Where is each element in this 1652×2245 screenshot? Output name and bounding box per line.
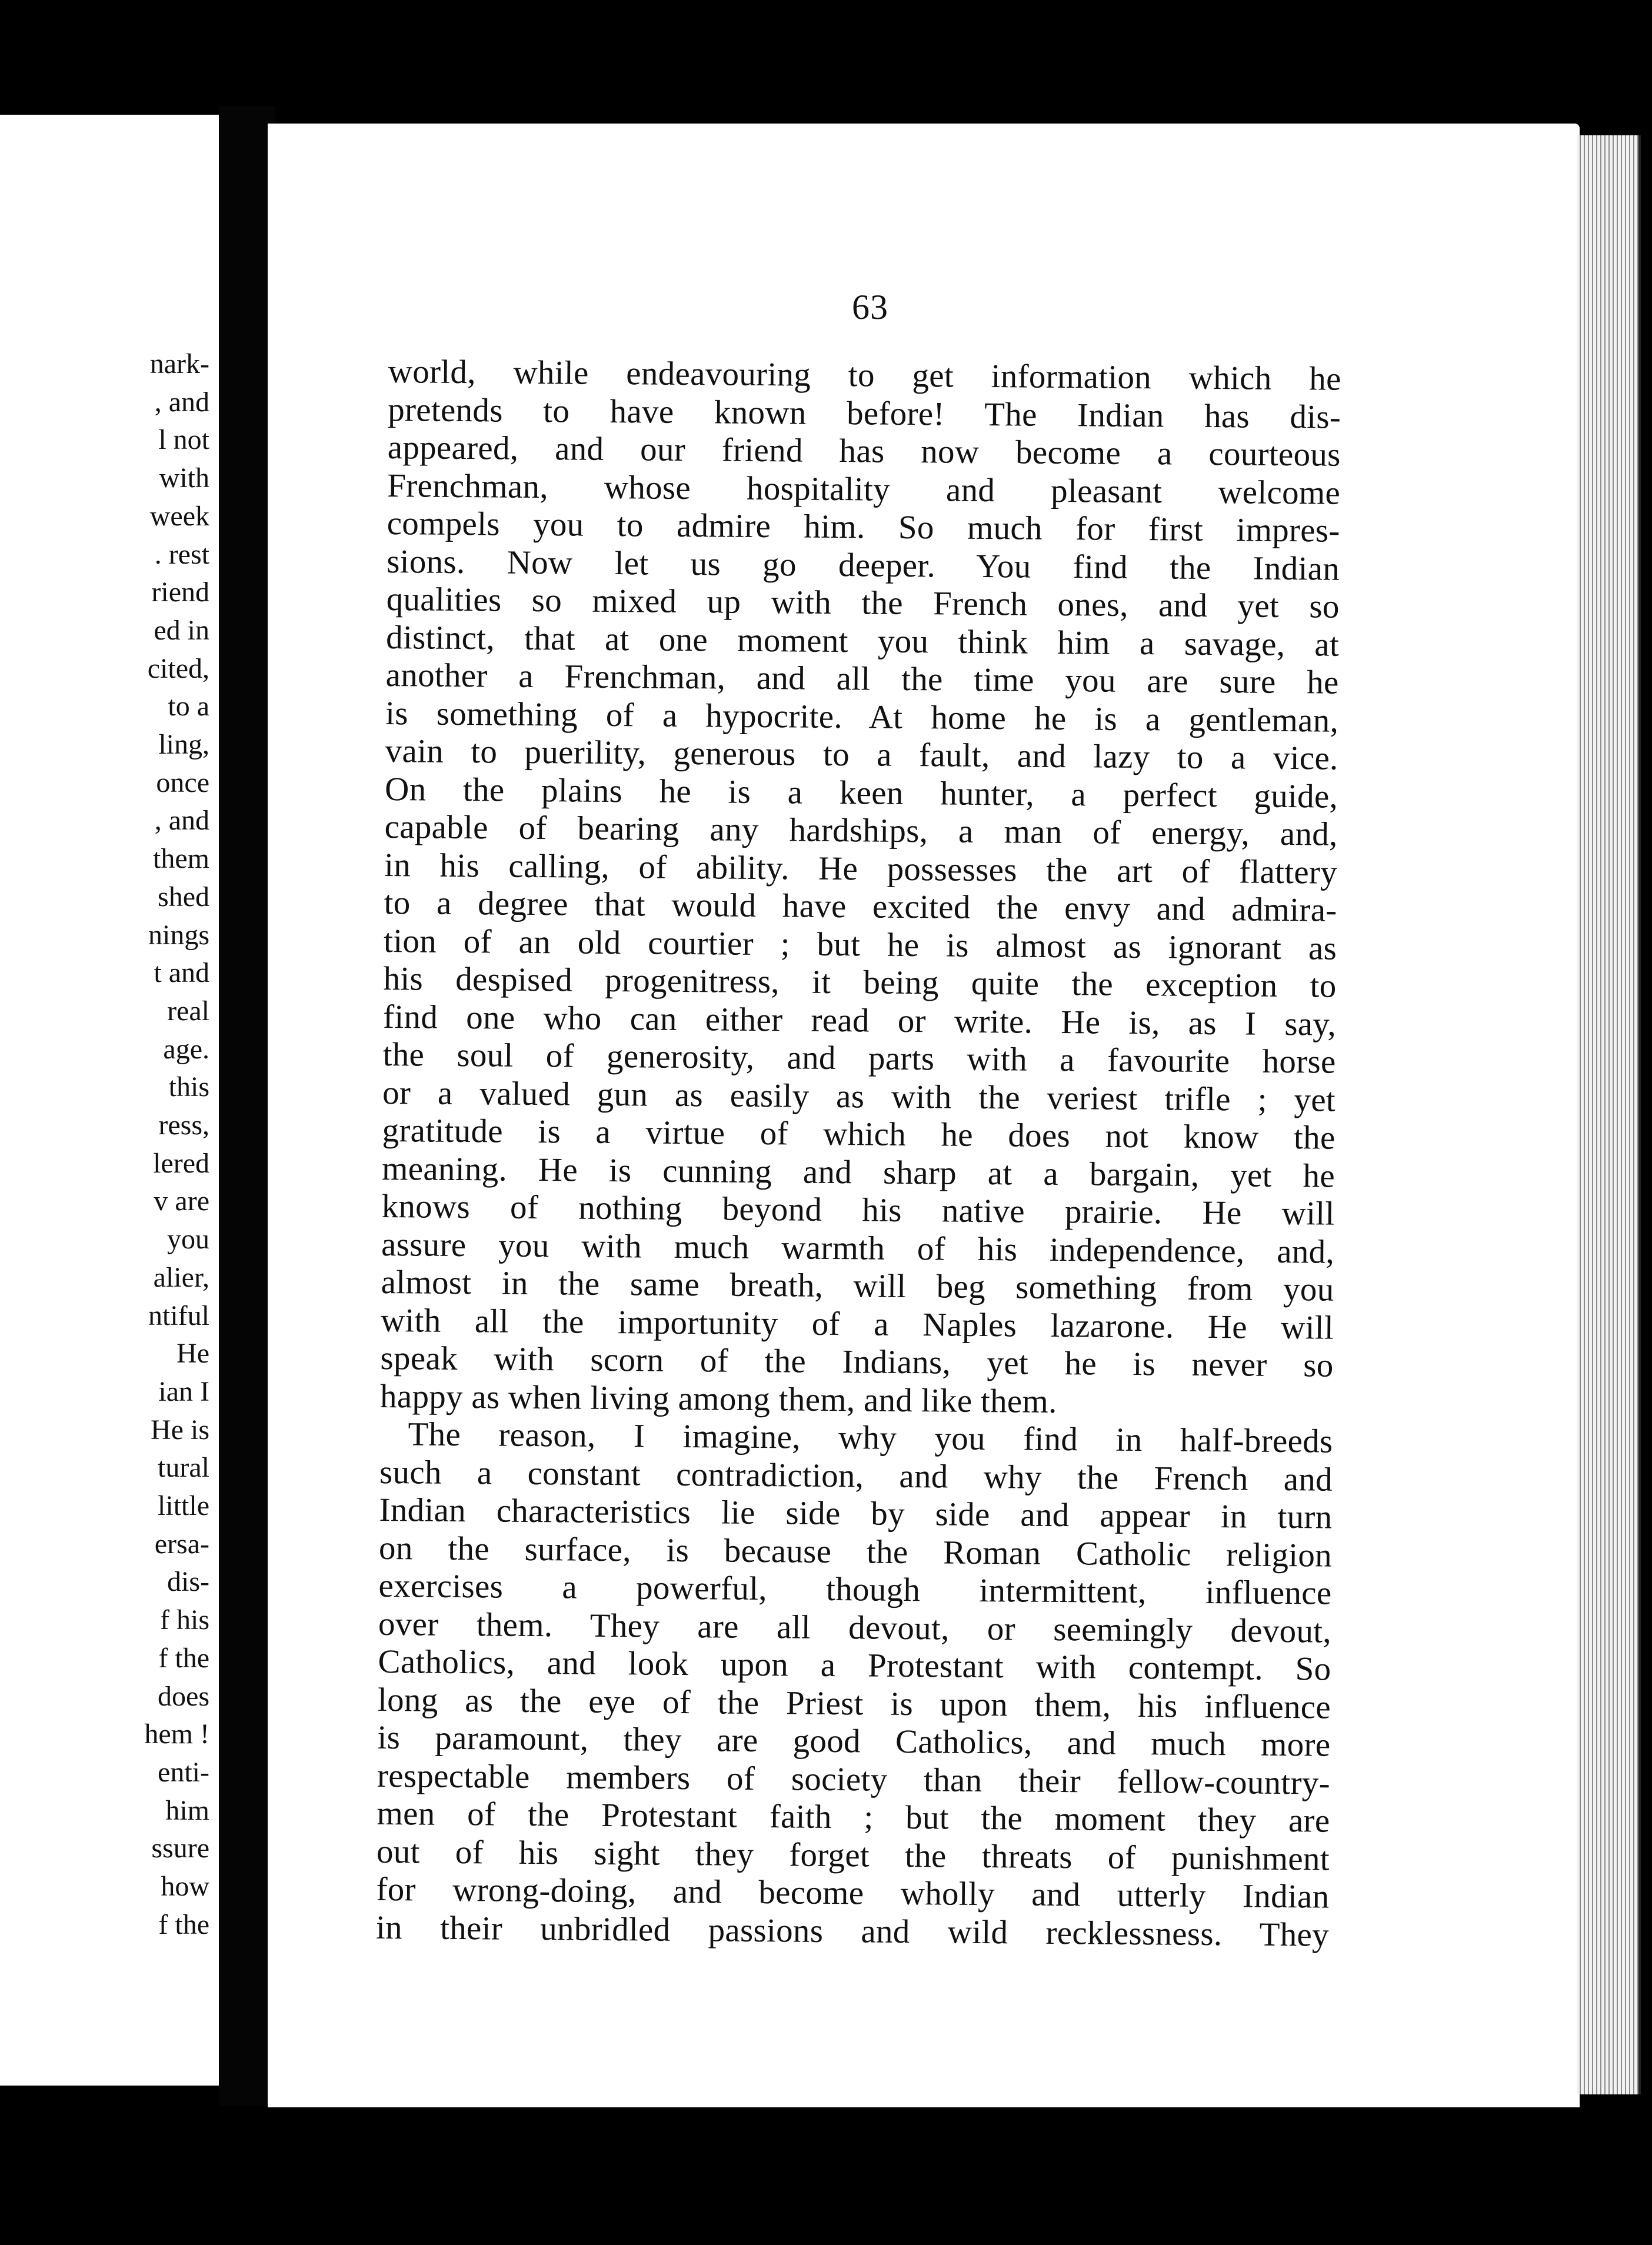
left-page-line: dis- bbox=[167, 1566, 209, 1598]
left-page-line: , and bbox=[154, 805, 209, 837]
left-page-line: f his bbox=[160, 1604, 209, 1636]
text-line: long as the eye of the Priest is upon them, his influence bbox=[377, 1681, 1331, 1726]
book-gutter bbox=[219, 106, 275, 2106]
left-page-line: this bbox=[168, 1071, 209, 1103]
left-page-line: He is bbox=[151, 1414, 209, 1445]
text-line: the soul of generosity, and parts with a favourite horse bbox=[382, 1035, 1336, 1081]
text-line: men of the Protestant faith ; but the moment they are bbox=[377, 1794, 1330, 1840]
left-page-line: He bbox=[176, 1338, 209, 1370]
left-page-line: ian I bbox=[158, 1375, 209, 1407]
text-line: assure you with much warmth of his independence, and, bbox=[381, 1225, 1335, 1271]
left-page-line: enti- bbox=[158, 1756, 209, 1788]
text-line: Frenchman, whose hospitality and pleasant welcome bbox=[387, 467, 1341, 512]
left-page-line: to a bbox=[168, 691, 209, 722]
text-line: vain to puerility, generous to a fault, and lazy to a vice. bbox=[385, 732, 1338, 777]
left-page-line: lered bbox=[153, 1147, 209, 1179]
text-line: or a valued gun as easily as with the veriest trifle ; yet bbox=[382, 1074, 1336, 1119]
left-page-line: cited, bbox=[147, 652, 209, 684]
left-page-line: you bbox=[167, 1224, 209, 1255]
text-line: meaning. He is cunning and sharp at a bargain, yet he bbox=[381, 1150, 1335, 1195]
text-line: another a Frenchman, and all the time you are sure he bbox=[385, 656, 1339, 701]
left-page-line: t and bbox=[154, 957, 209, 989]
left-page-line: him bbox=[165, 1794, 209, 1826]
left-page-line: little bbox=[158, 1490, 209, 1521]
text-line: qualities so mixed up with the French ones, and yet so bbox=[386, 580, 1340, 625]
left-page-line: real bbox=[167, 995, 209, 1027]
text-line: knows of nothing beyond his native prairie. He will bbox=[381, 1187, 1335, 1233]
text-line: The reason, I imagine, why you find in half-breeds bbox=[408, 1415, 1333, 1460]
left-page-line: f the bbox=[158, 1908, 209, 1940]
left-page-line: ersa- bbox=[154, 1528, 209, 1560]
text-line: his despised progenitress, it being quite the exception to bbox=[383, 960, 1337, 1005]
text-line: exercises a powerful, though intermittent, influence bbox=[378, 1567, 1332, 1612]
text-line: appeared, and our friend has now become a courteous bbox=[387, 428, 1341, 474]
page-edge-stack bbox=[1577, 135, 1641, 2094]
text-line: On the plains he is a keen hunter, a perfect guide, bbox=[384, 770, 1338, 815]
left-page-line: week bbox=[149, 500, 209, 532]
text-line: happy as when living among them, and like them. bbox=[379, 1377, 1058, 1420]
left-page-line: nings bbox=[148, 919, 209, 951]
left-page-line: ress, bbox=[158, 1110, 209, 1141]
text-line: sions. Now let us go deeper. You find the Indian bbox=[386, 542, 1340, 588]
text-line: speak with scorn of the Indians, yet he is never so bbox=[380, 1339, 1334, 1384]
left-page-line: ed in bbox=[154, 614, 209, 646]
left-page-fragment bbox=[0, 115, 224, 2086]
left-page-line: shed bbox=[158, 881, 209, 912]
left-page-line: alier, bbox=[153, 1261, 209, 1293]
text-line: almost in the same breath, will beg something from you bbox=[381, 1263, 1334, 1308]
text-line: find one who can either read or write. He is, as I say, bbox=[382, 998, 1337, 1043]
text-line: pretends to have known before! The Indian has dis- bbox=[387, 391, 1341, 436]
left-page-line: f the bbox=[158, 1642, 209, 1674]
text-line: is paramount, they are good Catholics, and much more bbox=[377, 1718, 1331, 1764]
text-line: world, while endeavouring to get information which he bbox=[388, 353, 1341, 398]
left-page-line: age. bbox=[163, 1033, 209, 1065]
text-line: in his calling, of ability. He possesses the art of flattery bbox=[384, 846, 1338, 891]
text-line: with all the importunity of a Naples lazarone. He will bbox=[380, 1301, 1334, 1347]
page-body-text bbox=[376, 353, 1341, 1954]
text-line: for wrong-doing, and become wholly and utterly Indian bbox=[376, 1870, 1330, 1916]
left-page-line: tural bbox=[158, 1452, 209, 1484]
left-page-line: once bbox=[156, 767, 209, 798]
text-line: capable of bearing any hardships, a man of energy, and, bbox=[384, 808, 1338, 853]
text-line: compels you to admire him. So much for first impres- bbox=[387, 504, 1340, 549]
text-line: respectable members of society than their fellow-country- bbox=[377, 1757, 1331, 1802]
text-line: over them. They are all devout, or seemingly devout, bbox=[378, 1605, 1332, 1650]
text-line: Catholics, and look upon a Protestant with contempt. So bbox=[378, 1643, 1331, 1688]
left-page-line: l not bbox=[158, 424, 209, 456]
left-page-line: . rest bbox=[154, 538, 209, 570]
page-number: 63 bbox=[852, 288, 888, 327]
text-line: such a constant contradiction, and why the French and bbox=[379, 1453, 1333, 1498]
text-line: on the surface, is because the Roman Catholic religion bbox=[378, 1529, 1333, 1574]
left-page-line: ling, bbox=[158, 729, 209, 760]
text-line: out of his sight they forget the threats of punishment bbox=[376, 1833, 1330, 1878]
text-line: Indian characteristics lie side by side and appear in turn bbox=[379, 1491, 1333, 1536]
text-line: gratitude is a virtue of which he does not know the bbox=[382, 1111, 1335, 1157]
text-line: in their unbridled passions and wild recklessness. They bbox=[375, 1908, 1330, 1954]
left-page-line: , and bbox=[154, 386, 209, 418]
left-page-line: how bbox=[161, 1871, 209, 1902]
left-page-line: with bbox=[159, 462, 209, 494]
left-page-line: ntiful bbox=[148, 1300, 209, 1331]
left-page-line: v are bbox=[154, 1185, 209, 1217]
left-page-line: does bbox=[158, 1680, 209, 1712]
text-line: tion of an old courtier ; but he is almost as ignorant as bbox=[383, 922, 1337, 967]
text-line: to a degree that would have excited the envy and admira- bbox=[384, 884, 1337, 929]
left-page-line: riend bbox=[151, 577, 209, 608]
left-page-line: nark- bbox=[149, 348, 209, 379]
left-page-line: hem ! bbox=[144, 1718, 209, 1750]
text-line: distinct, that at one moment you think him a savage, at bbox=[385, 618, 1340, 664]
left-page-line: them bbox=[153, 843, 209, 875]
text-line: is something of a hypocrite. At home he is a gentleman, bbox=[385, 694, 1339, 740]
left-page-line: ssure bbox=[151, 1833, 209, 1864]
